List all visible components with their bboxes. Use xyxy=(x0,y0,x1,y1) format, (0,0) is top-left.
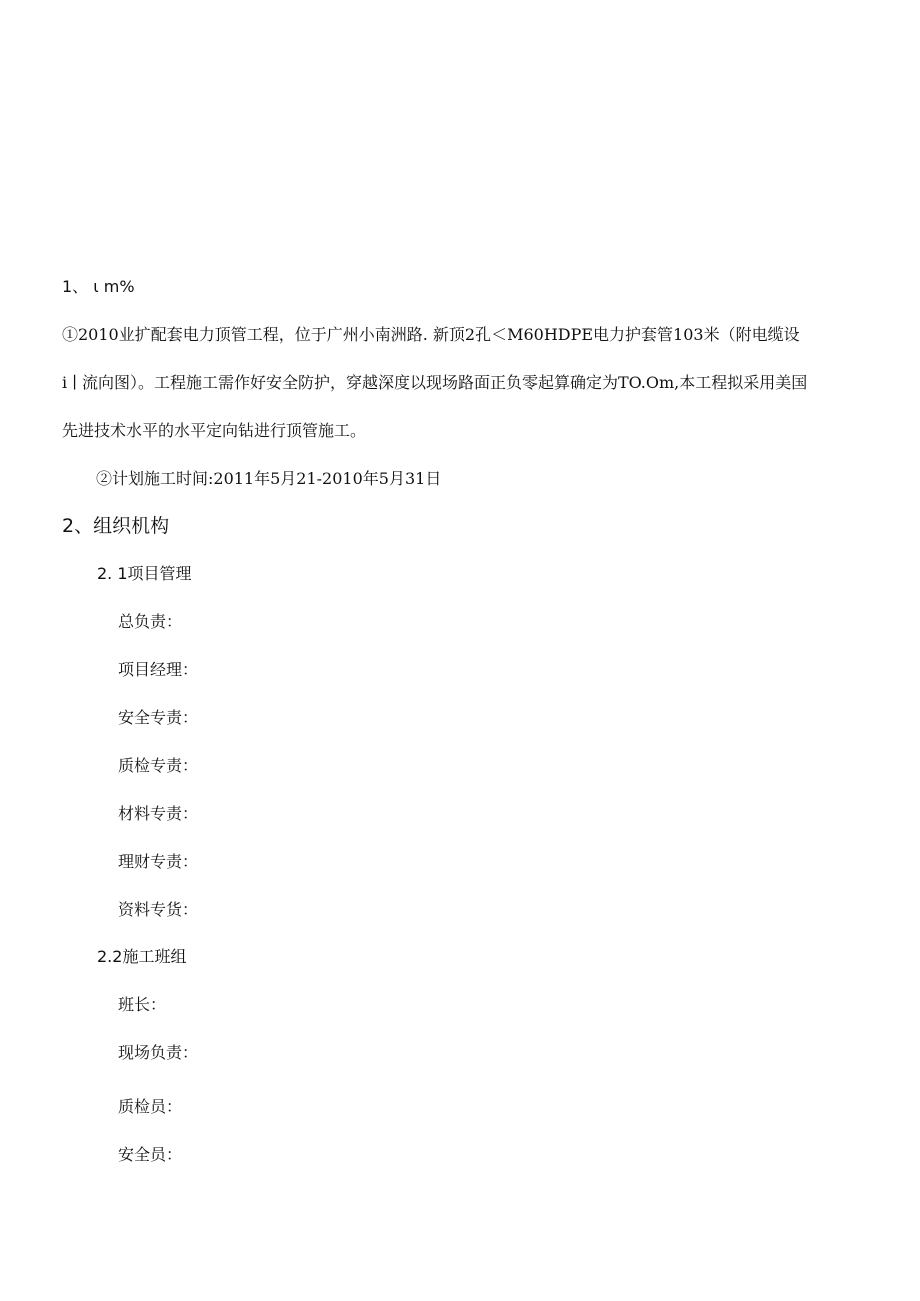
role-quality-inspector: 质检员： xyxy=(118,1097,183,1116)
section-1-paragraph-line-2: i ∣ 流向图）。工程施工需作好安全防护，穿越深度以现场路面正负零起算确定为TO.Om,本工程拟采用美国 xyxy=(62,373,808,392)
subsection-2-2-title: 2.2施工班组 xyxy=(97,947,187,966)
construction-schedule: ②计划施工时间:2011年5月21-2010年5月31日 xyxy=(96,469,442,488)
role-documents-officer: 资料专货： xyxy=(118,900,199,919)
section-1-heading: 1、 ι m% xyxy=(62,277,135,296)
subsection-2-1-title: 2. 1项目管理 xyxy=(97,564,192,583)
section-1-paragraph-line-3: 先进技术水平的水平定向钻进行顶管施工。 xyxy=(62,421,367,440)
role-materials-officer: 材料专责： xyxy=(118,804,199,823)
role-project-manager: 项目经理： xyxy=(118,660,199,679)
role-safety-inspector: 安全员： xyxy=(118,1145,183,1164)
role-quality-officer: 质检专责： xyxy=(118,756,199,775)
section-2-heading: 2、组织机构 xyxy=(62,515,170,537)
role-general-manager: 总负责： xyxy=(118,612,183,631)
role-site-supervisor: 现场负责： xyxy=(118,1043,199,1062)
role-finance-officer: 理财专责： xyxy=(118,852,199,871)
role-safety-officer: 安全专责： xyxy=(118,708,199,727)
section-1-paragraph-line-1: ①2010业扩配套电力顶管工程，位于广州小南洲路. 新顶2孔＜M60HDPE电力护套管103米（附电缆设 xyxy=(62,325,800,344)
role-team-leader: 班长： xyxy=(118,995,167,1014)
